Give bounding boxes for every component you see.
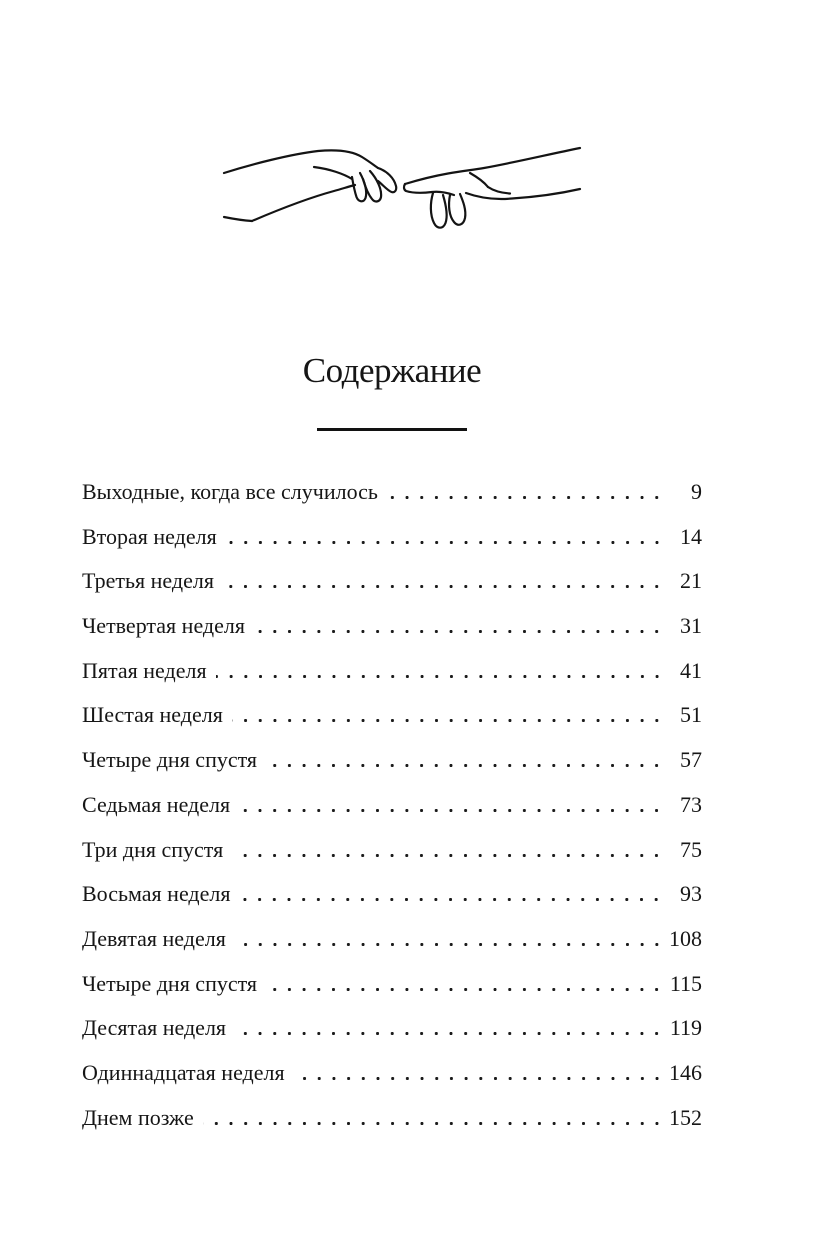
toc-entry-label: Восьмая неделя: [82, 881, 231, 907]
toc-entry: [82, 828, 702, 873]
toc-entry-page-number: 21: [680, 568, 702, 594]
table-of-contents: [82, 470, 702, 1140]
dot-leader: [226, 541, 664, 544]
toc-entry: [82, 962, 702, 1007]
toc-entry: [82, 1051, 702, 1096]
toc-entry-label: Десятая неделя: [82, 1015, 227, 1041]
toc-entry-label: Одиннадцатая неделя: [82, 1059, 285, 1085]
toc-entry-page-number: 93: [680, 881, 702, 907]
dot-leader: [203, 1122, 664, 1125]
dot-leader: [239, 809, 664, 812]
toc-entry: [82, 470, 702, 515]
toc-entry-label: Вторая неделя: [82, 523, 217, 549]
toc-entry: [82, 693, 702, 738]
dot-leader: [232, 854, 664, 857]
toc-entry: [82, 604, 702, 649]
toc-entry-label: Девятая неделя: [82, 925, 226, 951]
toc-entry: [82, 738, 702, 783]
toc-entry: [82, 559, 702, 604]
toc-entry-label: Пятая неделя: [82, 657, 207, 683]
toc-entry-page-number: 31: [680, 613, 702, 639]
toc-entry: [82, 1096, 702, 1141]
toc-entry: [82, 515, 702, 560]
dot-leader: [223, 585, 664, 588]
dot-leader: [235, 943, 664, 946]
dot-leader: [266, 764, 664, 767]
toc-entry-page-number: 41: [680, 657, 702, 683]
toc-entry-page-number: 115: [669, 970, 702, 996]
dot-leader: [216, 675, 664, 678]
dot-leader: [266, 988, 664, 991]
title-divider: [317, 428, 467, 431]
toc-entry-label: Три дня спустя: [82, 836, 224, 862]
toc-entry: [82, 917, 702, 962]
reaching-hands-illustration: [222, 136, 582, 238]
toc-entry-label: Четыре дня спустя: [82, 747, 258, 773]
dot-leader: [294, 1077, 664, 1080]
dot-leader: [254, 630, 664, 633]
toc-entry: [82, 783, 702, 828]
dot-leader: [232, 719, 664, 722]
toc-entry-label: Седьмая неделя: [82, 791, 231, 817]
toc-entry-page-number: 108: [669, 925, 702, 951]
toc-entry: [82, 872, 702, 917]
toc-entry-page-number: 73: [680, 791, 702, 817]
toc-entry: [82, 649, 702, 694]
toc-entry-page-number: 119: [669, 1015, 702, 1041]
toc-entry: [82, 1006, 702, 1051]
toc-entry-label: Шестая неделя: [82, 702, 223, 728]
toc-entry-page-number: 146: [669, 1059, 702, 1085]
reaching-hands-svg: [222, 136, 582, 238]
dot-leader: [235, 1032, 664, 1035]
page-title: Содержание: [302, 351, 482, 390]
toc-entry-label: Днем позже: [82, 1104, 194, 1130]
toc-entry-page-number: 9: [691, 479, 702, 504]
toc-entry-page-number: 14: [680, 523, 702, 549]
toc-entry-page-number: 57: [680, 747, 702, 773]
toc-entry-page-number: 152: [669, 1104, 702, 1130]
toc-entry-label: Четвертая неделя: [82, 613, 245, 639]
toc-entry-page-number: 75: [680, 836, 702, 862]
toc-entry-label: Третья неделя: [82, 568, 214, 594]
dot-leader: [239, 898, 664, 901]
toc-entry-label: Четыре дня спустя: [82, 970, 258, 996]
toc-entry-label: Выходные, когда все случилось: [82, 479, 378, 504]
dot-leader: [387, 496, 664, 499]
toc-entry-page-number: 51: [680, 702, 702, 728]
